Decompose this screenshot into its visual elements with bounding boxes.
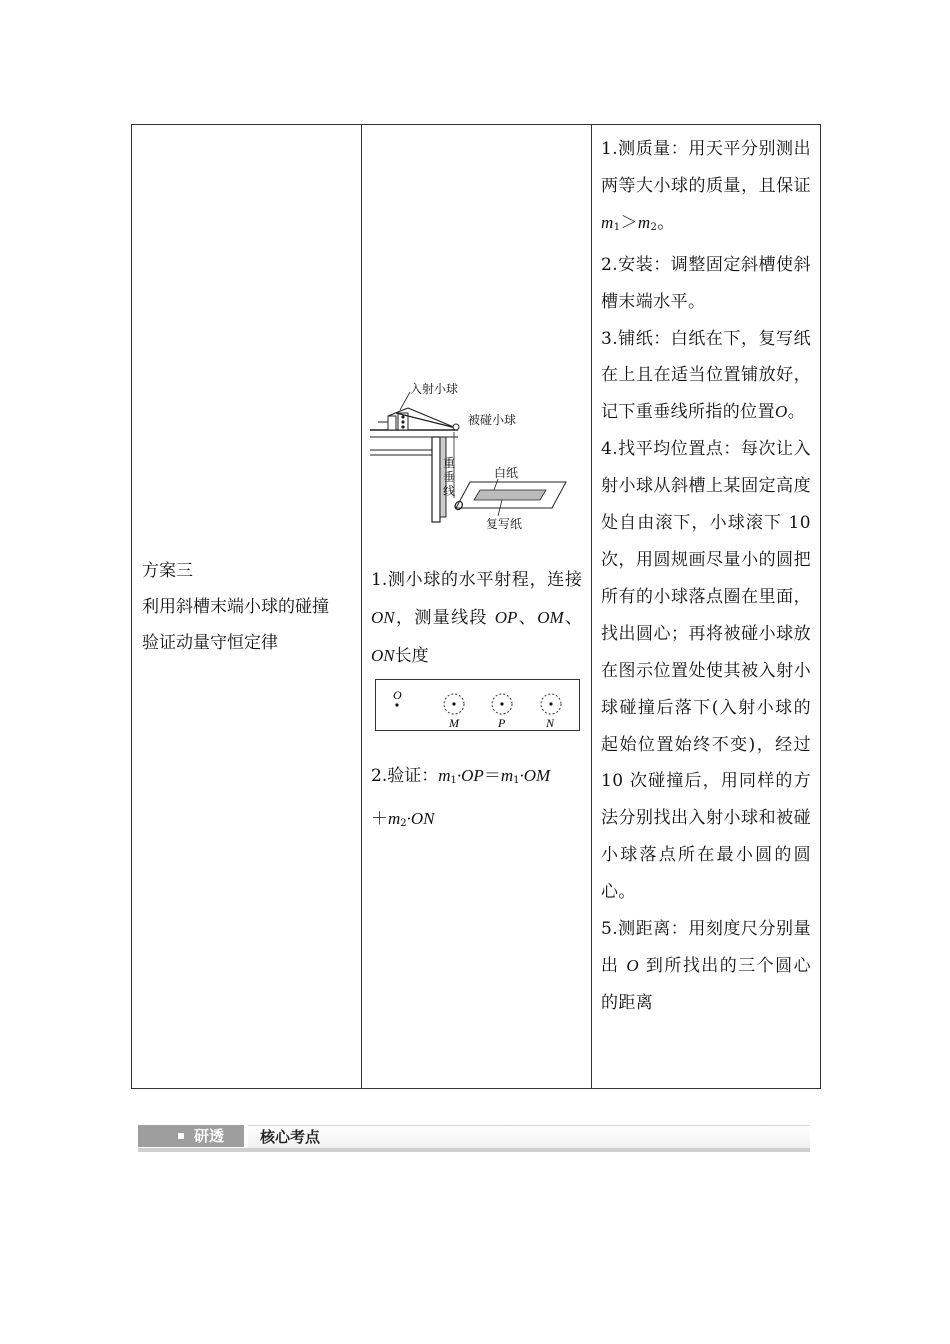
step-2: 2.安装：调整固定斜槽使斜槽末端水平。 (601, 254, 811, 312)
measure-op: OP (494, 608, 518, 627)
point-P-label: P (498, 716, 506, 730)
step-1-end: 。 (657, 212, 675, 233)
scheme-cell (132, 125, 362, 1089)
verify-op: ·OP (456, 766, 484, 785)
verify-sub1: 1 (450, 775, 457, 786)
measure-sep2: 、 (563, 608, 583, 628)
label-target-ball: 被碰小球 (468, 413, 517, 427)
step-1-m2: m (637, 212, 651, 232)
scheme-title: 方案三 (142, 561, 193, 581)
step-3-O: O (775, 402, 788, 422)
section-header (138, 1124, 810, 1152)
verify-m2: m (388, 809, 401, 828)
verify-plus: ＋ (371, 809, 388, 829)
section-title-bar (248, 1125, 810, 1148)
point-M-label: M (449, 716, 459, 730)
measure-prefix: 1.测小球的水平射程，连接 (371, 570, 582, 590)
label-plumb-1: 重 (443, 456, 456, 470)
measure-on: ON (371, 608, 395, 627)
verify-on: ·ON (406, 809, 435, 828)
verify-eq: ＝ (483, 766, 501, 786)
method-cell (362, 125, 592, 1089)
measure-on2: ON (371, 646, 395, 665)
scheme-desc-line1: 利用斜槽末端小球的碰撞 (142, 597, 329, 617)
label-plumb-2: 垂 (443, 470, 456, 484)
step-1-text: 1.测质量：用天平分别测出两等大小球的质量，且保证 (601, 139, 811, 196)
step-5 (601, 911, 811, 1022)
point-O (395, 703, 398, 706)
scheme-description (142, 553, 354, 661)
label-incident-ball: 入射小球 (410, 382, 459, 396)
landing-points-diagram (375, 679, 580, 731)
measure-suffix: 长度 (394, 646, 429, 666)
verify-om: ·OM (519, 766, 551, 785)
apparatus-diagram (370, 380, 570, 530)
point-N-label: N (546, 716, 555, 730)
measure-om: OM (537, 608, 564, 627)
experiment-table (131, 124, 821, 1089)
section-tag-label: 研透 (194, 1127, 225, 1145)
procedure-cell (592, 125, 821, 1089)
verify-m1b: m (500, 766, 514, 785)
step-3-text: 3.铺纸：白纸在下，复写纸在上且在适当位置铺放好，记下重垂线所指的位置 (601, 328, 811, 423)
label-plumb-3: 线 (443, 484, 456, 498)
label-origin: O (454, 499, 464, 513)
verify-sub1b: 1 (513, 775, 520, 786)
section-tag (138, 1125, 244, 1147)
step-1 (601, 131, 811, 247)
verify-step (371, 757, 582, 843)
verify-sub2: 2 (400, 818, 407, 829)
point-O-label: O (393, 688, 402, 702)
step-3 (601, 321, 811, 432)
step-1-sub2: 2 (650, 221, 658, 233)
measure-step (371, 561, 582, 675)
step-5-O: O (626, 955, 640, 975)
procedure-steps (601, 131, 811, 1022)
measure-sep1: 、 (517, 608, 538, 628)
measure-mid: ，测量线段 (394, 608, 488, 628)
label-carbon-paper: 复写纸 (486, 517, 523, 530)
step-1-gt: ＞ (620, 212, 638, 233)
label-white-paper: 白纸 (494, 466, 519, 480)
step-4: 4.找平均位置点：每次让入射小球从斜槽上某固定高度处自由滚下，小球滚下 10 次，用圆规画尽量小的圆把所有的小球落点圈在里面，找出圆心；再将被碰小球放在图示位置处使其被入射小球碰撞后落下(入射小球的起始位置始终不变)，经过 10 次碰撞后，用同样的方法分别找出入射小球和被碰小球落点所在最小圆的圆心。 (601, 439, 811, 903)
step-1-sub1: 1 (613, 221, 621, 233)
step-3-end: 。 (787, 402, 806, 423)
step-1-m1: m (601, 212, 614, 232)
section-title: 核心考点 (260, 1128, 321, 1146)
verify-prefix: 2.验证： (371, 766, 439, 786)
scheme-desc-line2: 验证动量守恒定律 (142, 633, 278, 653)
verify-m1: m (438, 766, 451, 785)
step-5-pre: 5.测距离：用刻度尺分别量出 (601, 919, 811, 976)
step-5-post: 到所找出的三个圆心的距离 (601, 955, 811, 1013)
section-underline (138, 1148, 810, 1152)
square-bullet-icon (178, 1133, 184, 1139)
